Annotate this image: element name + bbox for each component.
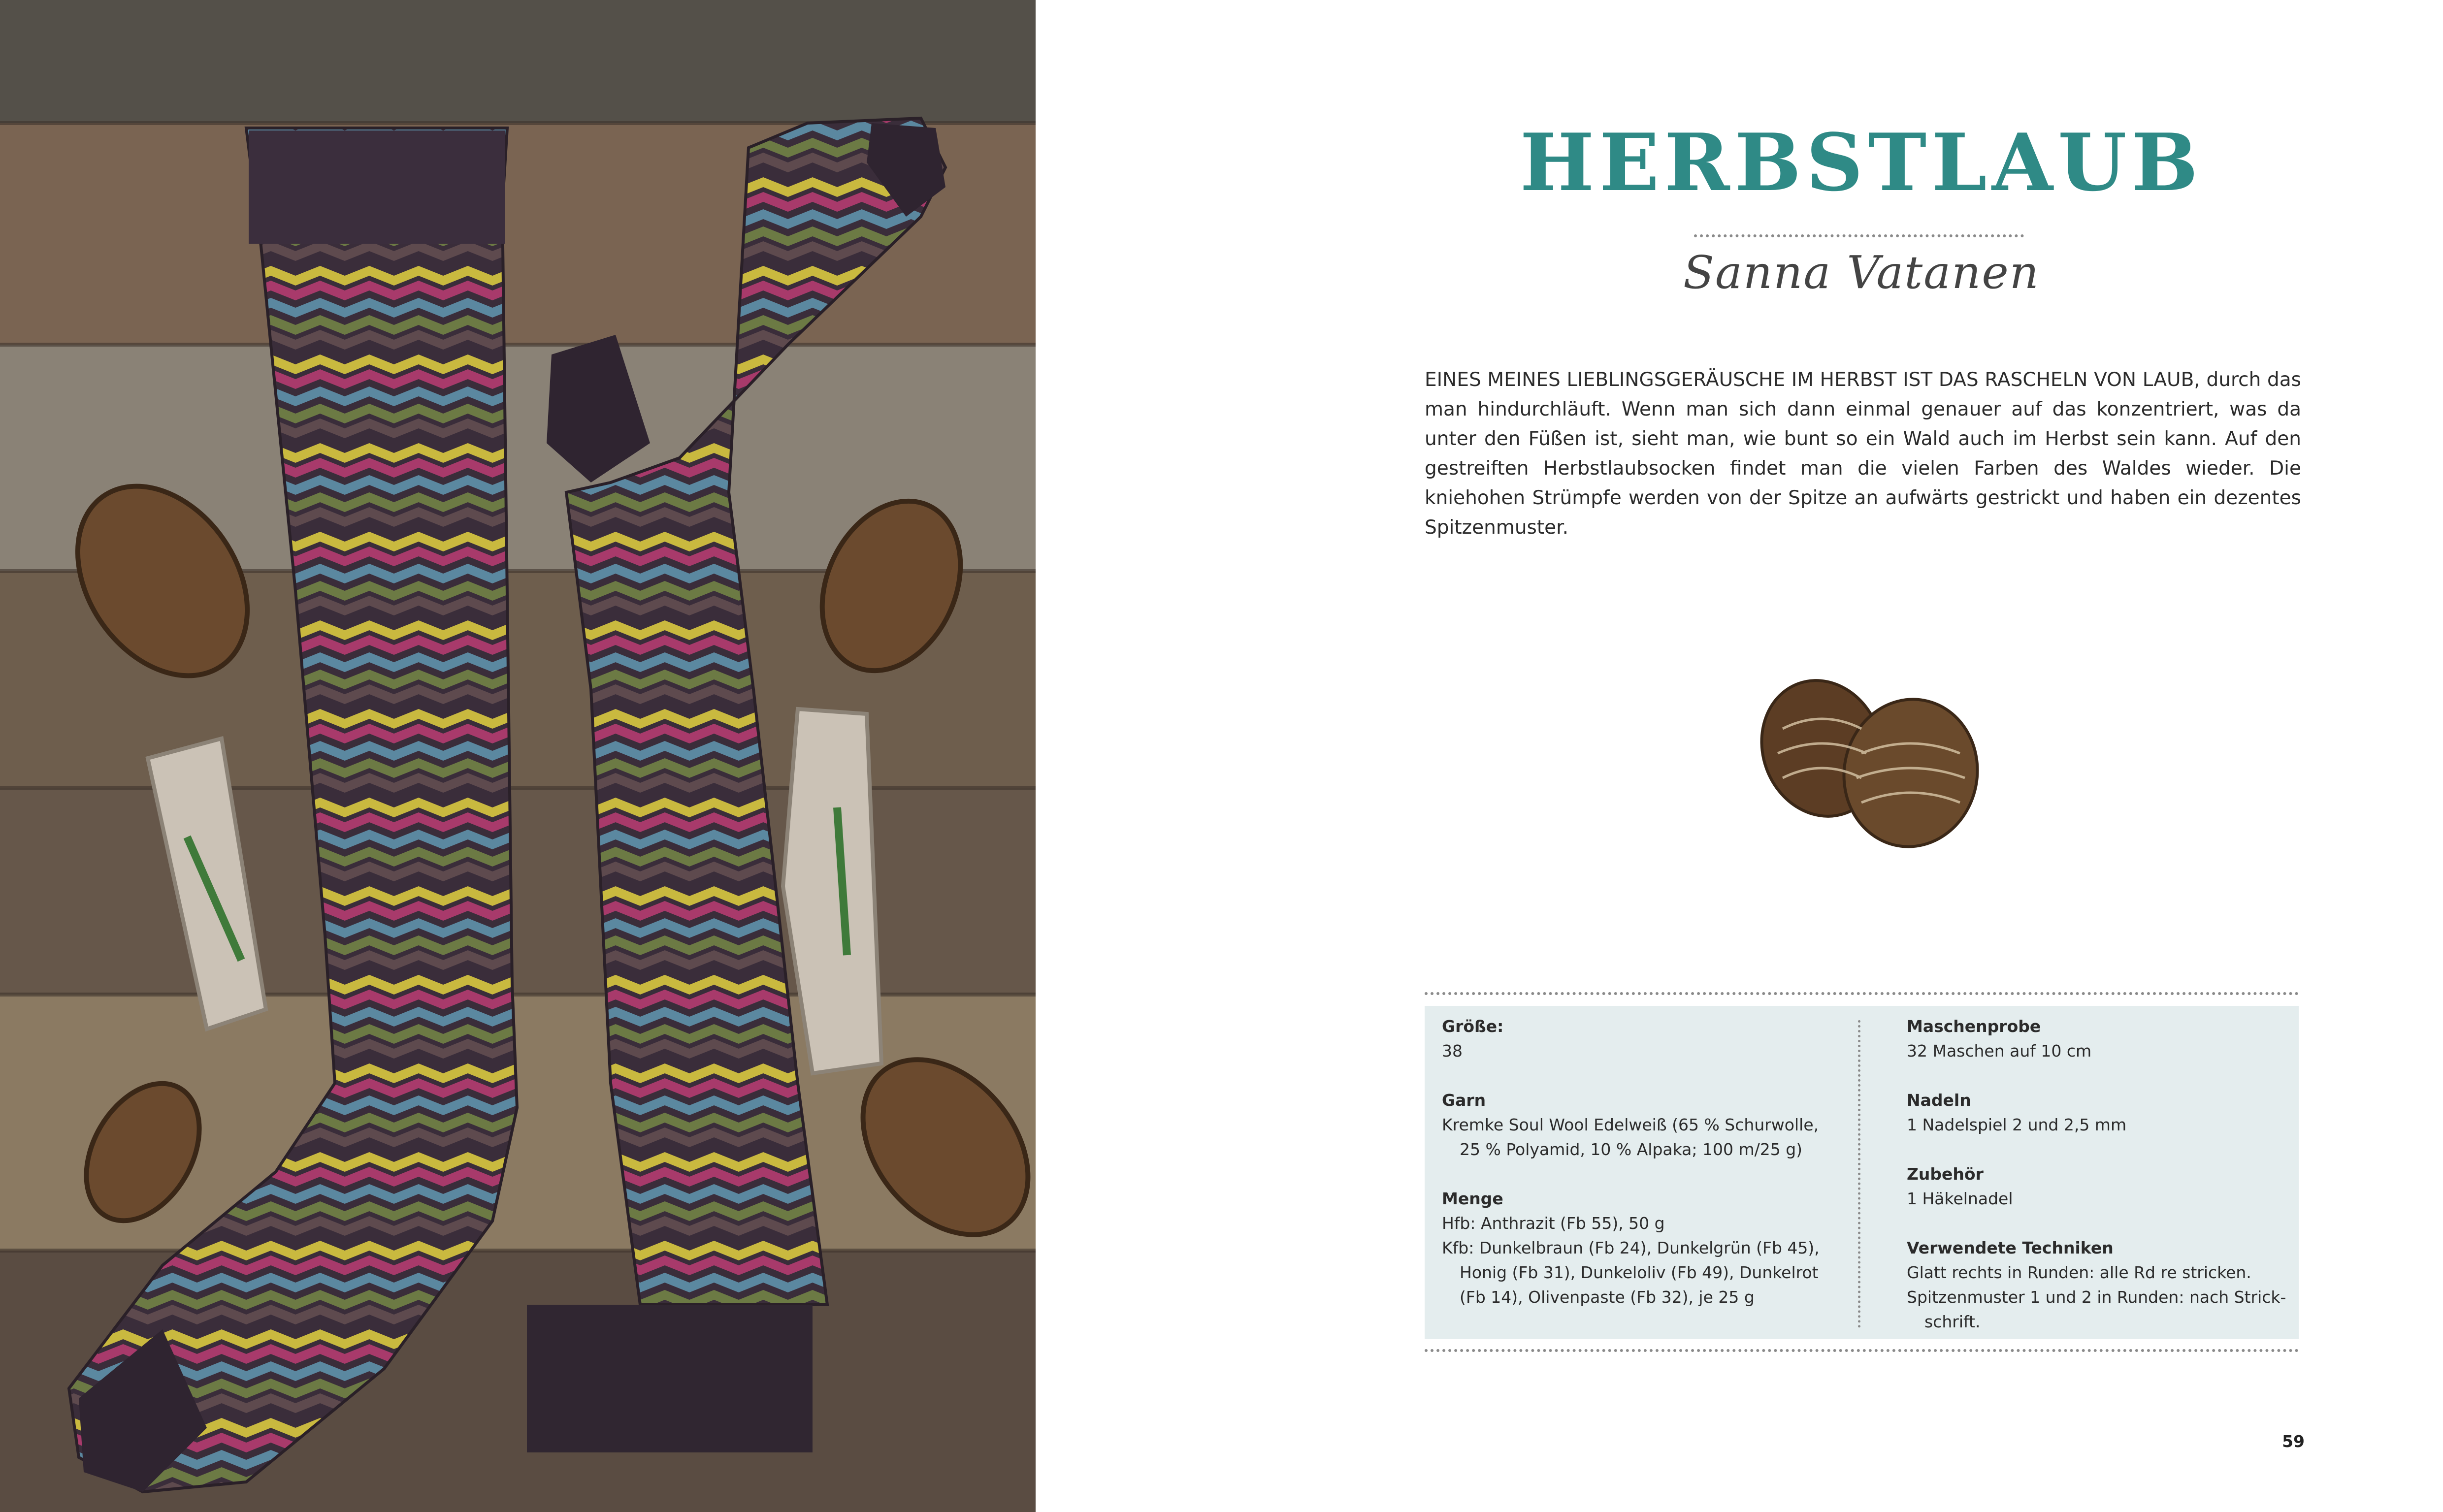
- amount-line: Hfb: Anthrazit (Fb 55), 50 g: [1442, 1214, 1665, 1233]
- amount-section: [1442, 1187, 1846, 1310]
- needles-section: [1907, 1088, 2291, 1137]
- intro-line: aufwärts gestrickt und haben ein dezentes Spitzenmuster.: [1425, 487, 2301, 539]
- info-right-column: [1907, 1014, 2291, 1359]
- intro-line: findet man die vielen Farben des Waldes wieder. Die kniehohen Strümpfe werden von der Spitze an: [1425, 457, 2301, 509]
- yarn-heading: Garn: [1442, 1091, 1486, 1110]
- size-section: [1442, 1014, 1846, 1063]
- intro-paragraph: [1425, 365, 2301, 543]
- author-name: Sanna Vatanen: [1683, 246, 2040, 299]
- techniques-section: [1907, 1236, 2291, 1334]
- info-top-divider: [1425, 992, 2299, 995]
- techniques-heading: Verwendete Techniken: [1907, 1238, 2114, 1257]
- pine-cones-illustration: [1728, 675, 2004, 852]
- size-value: 38: [1442, 1041, 1463, 1061]
- yarn-line: Kremke Soul Wool Edelweiß (65 % Schurwolle,: [1442, 1115, 1819, 1134]
- amount-heading: Menge: [1442, 1189, 1503, 1208]
- page-title: HERBSTLAUB: [1520, 116, 2203, 209]
- amount-line: Honig (Fb 31), Dunkeloliv (Fb 49), Dunkelrot: [1460, 1263, 1819, 1282]
- intro-line: ist, sieht man, wie bunt so ein Wald auch im Herbst sein kann. Auf den gestreiften Herbstlaubsocken: [1425, 428, 2301, 480]
- intro-line: durch das man: [1425, 369, 2301, 420]
- gauge-value: 32 Maschen auf 10 cm: [1907, 1041, 2092, 1061]
- info-left-column: [1442, 1014, 1846, 1334]
- accessories-heading: Zubehör: [1907, 1164, 1984, 1184]
- techniques-line: Glatt rechts in Runden: alle Rd re stricken.: [1907, 1263, 2251, 1282]
- needles-heading: Nadeln: [1907, 1091, 1971, 1110]
- size-heading: Größe:: [1442, 1017, 1504, 1036]
- accessories-value: 1 Häkelnadel: [1907, 1189, 2013, 1208]
- page-number: 59: [2282, 1432, 2305, 1451]
- amount-line: (Fb 14), Olivenpaste (Fb 32), je 25 g: [1460, 1287, 1755, 1307]
- intro-lead: EINES MEINES LIEBLINGSGERÄUSCHE IM HERBST IST DAS RASCHELN VON LAUB,: [1425, 369, 2200, 391]
- techniques-line: schrift.: [1924, 1312, 1981, 1331]
- accessories-section: [1907, 1162, 2291, 1211]
- info-bottom-divider: [1425, 1349, 2299, 1352]
- gauge-section: [1907, 1014, 2291, 1063]
- gauge-heading: Maschenprobe: [1907, 1017, 2041, 1036]
- title-divider: [1694, 234, 2024, 237]
- intro-line: hindurchläuft. Wenn man sich dann einmal genauer auf das konzentriert, was da unter den Füßen: [1425, 398, 2301, 450]
- yarn-line: 25 % Polyamid, 10 % Alpaka; 100 m/25 g): [1460, 1140, 1803, 1159]
- techniques-line: Spitzenmuster 1 und 2 in Runden: nach Strick-: [1907, 1287, 2286, 1307]
- info-column-divider: [1858, 1020, 1860, 1328]
- knitted-socks-photo: [0, 0, 1036, 1512]
- needles-value: 1 Nadelspiel 2 und 2,5 mm: [1907, 1115, 2127, 1134]
- yarn-section: [1442, 1088, 1846, 1162]
- amount-line: Kfb: Dunkelbraun (Fb 24), Dunkelgrün (Fb 45),: [1442, 1238, 1820, 1257]
